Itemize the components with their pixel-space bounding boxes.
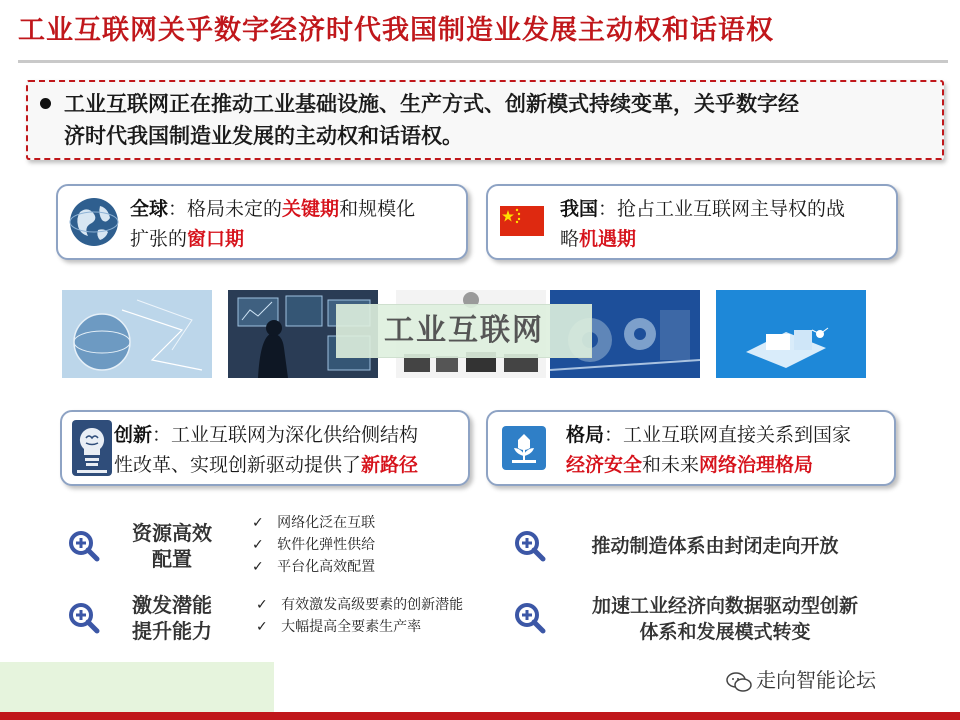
check-mark: ✓ (252, 537, 264, 553)
zoom-plus-icon (68, 530, 100, 562)
footer-red-bar (0, 712, 960, 720)
summary-box (26, 80, 944, 160)
photo-factory-illustration (716, 290, 866, 378)
card-global-key1: 关键期 (282, 198, 340, 220)
watermark-text: 走向智能论坛 (756, 668, 876, 692)
card-innovation-sep: ： (152, 424, 172, 446)
card-global (56, 184, 468, 260)
card-china-key1: 机遇期 (579, 228, 637, 250)
banner-industrial-internet: 工业互联网 (336, 304, 592, 358)
photo-globe-network (62, 290, 212, 378)
card-pattern (486, 410, 896, 486)
wechat-icon (726, 671, 752, 693)
benefit-potential-line1: 激发潜能 (132, 593, 212, 617)
benefit-potential-label (112, 592, 232, 644)
benefit-resources-checks (252, 512, 375, 578)
zoom-plus-icon (514, 602, 546, 634)
card-global-t3: 扩张的 (130, 228, 188, 250)
check-text: 有效激发高级要素的创新潜能 (281, 597, 464, 613)
brain-bulb-icon (72, 420, 112, 476)
card-innovation-key1: 新路径 (361, 454, 419, 476)
benefit-potential-checks (256, 594, 463, 638)
check-mark: ✓ (252, 559, 264, 575)
zoom-plus-icon (68, 602, 100, 634)
page-title: 工业互联网关乎数字经济时代我国制造业发展主动权和话语权 (18, 15, 774, 46)
check-item (252, 556, 375, 578)
check-item (256, 594, 463, 616)
card-china-sep: ： (598, 198, 618, 220)
title-divider (18, 60, 948, 63)
card-pattern-t2: 和未来 (642, 454, 700, 476)
card-china-head: 我国 (560, 198, 599, 220)
card-pattern-head: 格局 (566, 424, 605, 446)
card-innovation-t1: 工业互联网为深化供给侧结构 (171, 424, 419, 446)
card-innovation (60, 410, 470, 486)
globe-icon (68, 196, 120, 248)
card-global-key2: 窗口期 (187, 228, 245, 250)
card-pattern-key2: 网络治理格局 (699, 454, 814, 476)
check-item (252, 512, 375, 534)
bullet-dot (40, 98, 51, 109)
check-mark: ✓ (252, 515, 264, 531)
check-item (256, 616, 463, 638)
card-global-sep: ： (168, 198, 188, 220)
check-text: 平台化高效配置 (277, 559, 376, 575)
summary-text (64, 88, 934, 152)
china-flag-icon (500, 206, 544, 236)
benefit-transform-label (560, 593, 890, 645)
check-item (252, 534, 375, 556)
check-text: 软件化弹性供给 (277, 537, 376, 553)
card-innovation-head: 创新 (114, 424, 153, 446)
card-china-t2: 略 (560, 228, 580, 250)
card-pattern-t1: 工业互联网直接关系到国家 (623, 424, 852, 446)
benefit-open-label: 推动制造体系由封闭走向开放 (591, 535, 839, 557)
benefit-resources-label (112, 520, 232, 572)
card-global-head: 全球 (130, 198, 169, 220)
zoom-plus-icon (514, 530, 546, 562)
benefit-transform-line1: 加速工业经济向数据驱动型创新 (591, 595, 858, 617)
summary-line-2: 济时代我国制造业发展的主动权和话语权。 (64, 124, 463, 148)
check-mark: ✓ (256, 597, 268, 613)
card-pattern-sep: ： (604, 424, 624, 446)
card-innovation-t2: 性改革、实现创新驱动提供了 (114, 454, 362, 476)
card-global-t1: 格局未定的 (187, 198, 283, 220)
tulip-icon (502, 426, 546, 470)
summary-line-1: 工业互联网正在推动工业基础设施、生产方式、创新模式持续变革，关乎数字经 (64, 92, 799, 116)
footer-green-box (0, 662, 274, 714)
card-pattern-key1: 经济安全 (566, 454, 643, 476)
check-text: 大幅提高全要素生产率 (281, 619, 422, 635)
check-mark: ✓ (256, 619, 268, 635)
benefit-transform-line2: 体系和发展模式转变 (639, 621, 811, 643)
check-text: 网络化泛在互联 (277, 515, 376, 531)
card-china-t1: 抢占工业互联网主导权的战 (617, 198, 846, 220)
benefit-resources-line2: 配置 (152, 547, 192, 571)
benefit-resources-line1: 资源高效 (132, 521, 212, 545)
card-global-t2: 和规模化 (339, 198, 416, 220)
card-china (486, 184, 898, 260)
benefit-potential-line2: 提升能力 (132, 619, 212, 643)
watermark (726, 664, 876, 693)
